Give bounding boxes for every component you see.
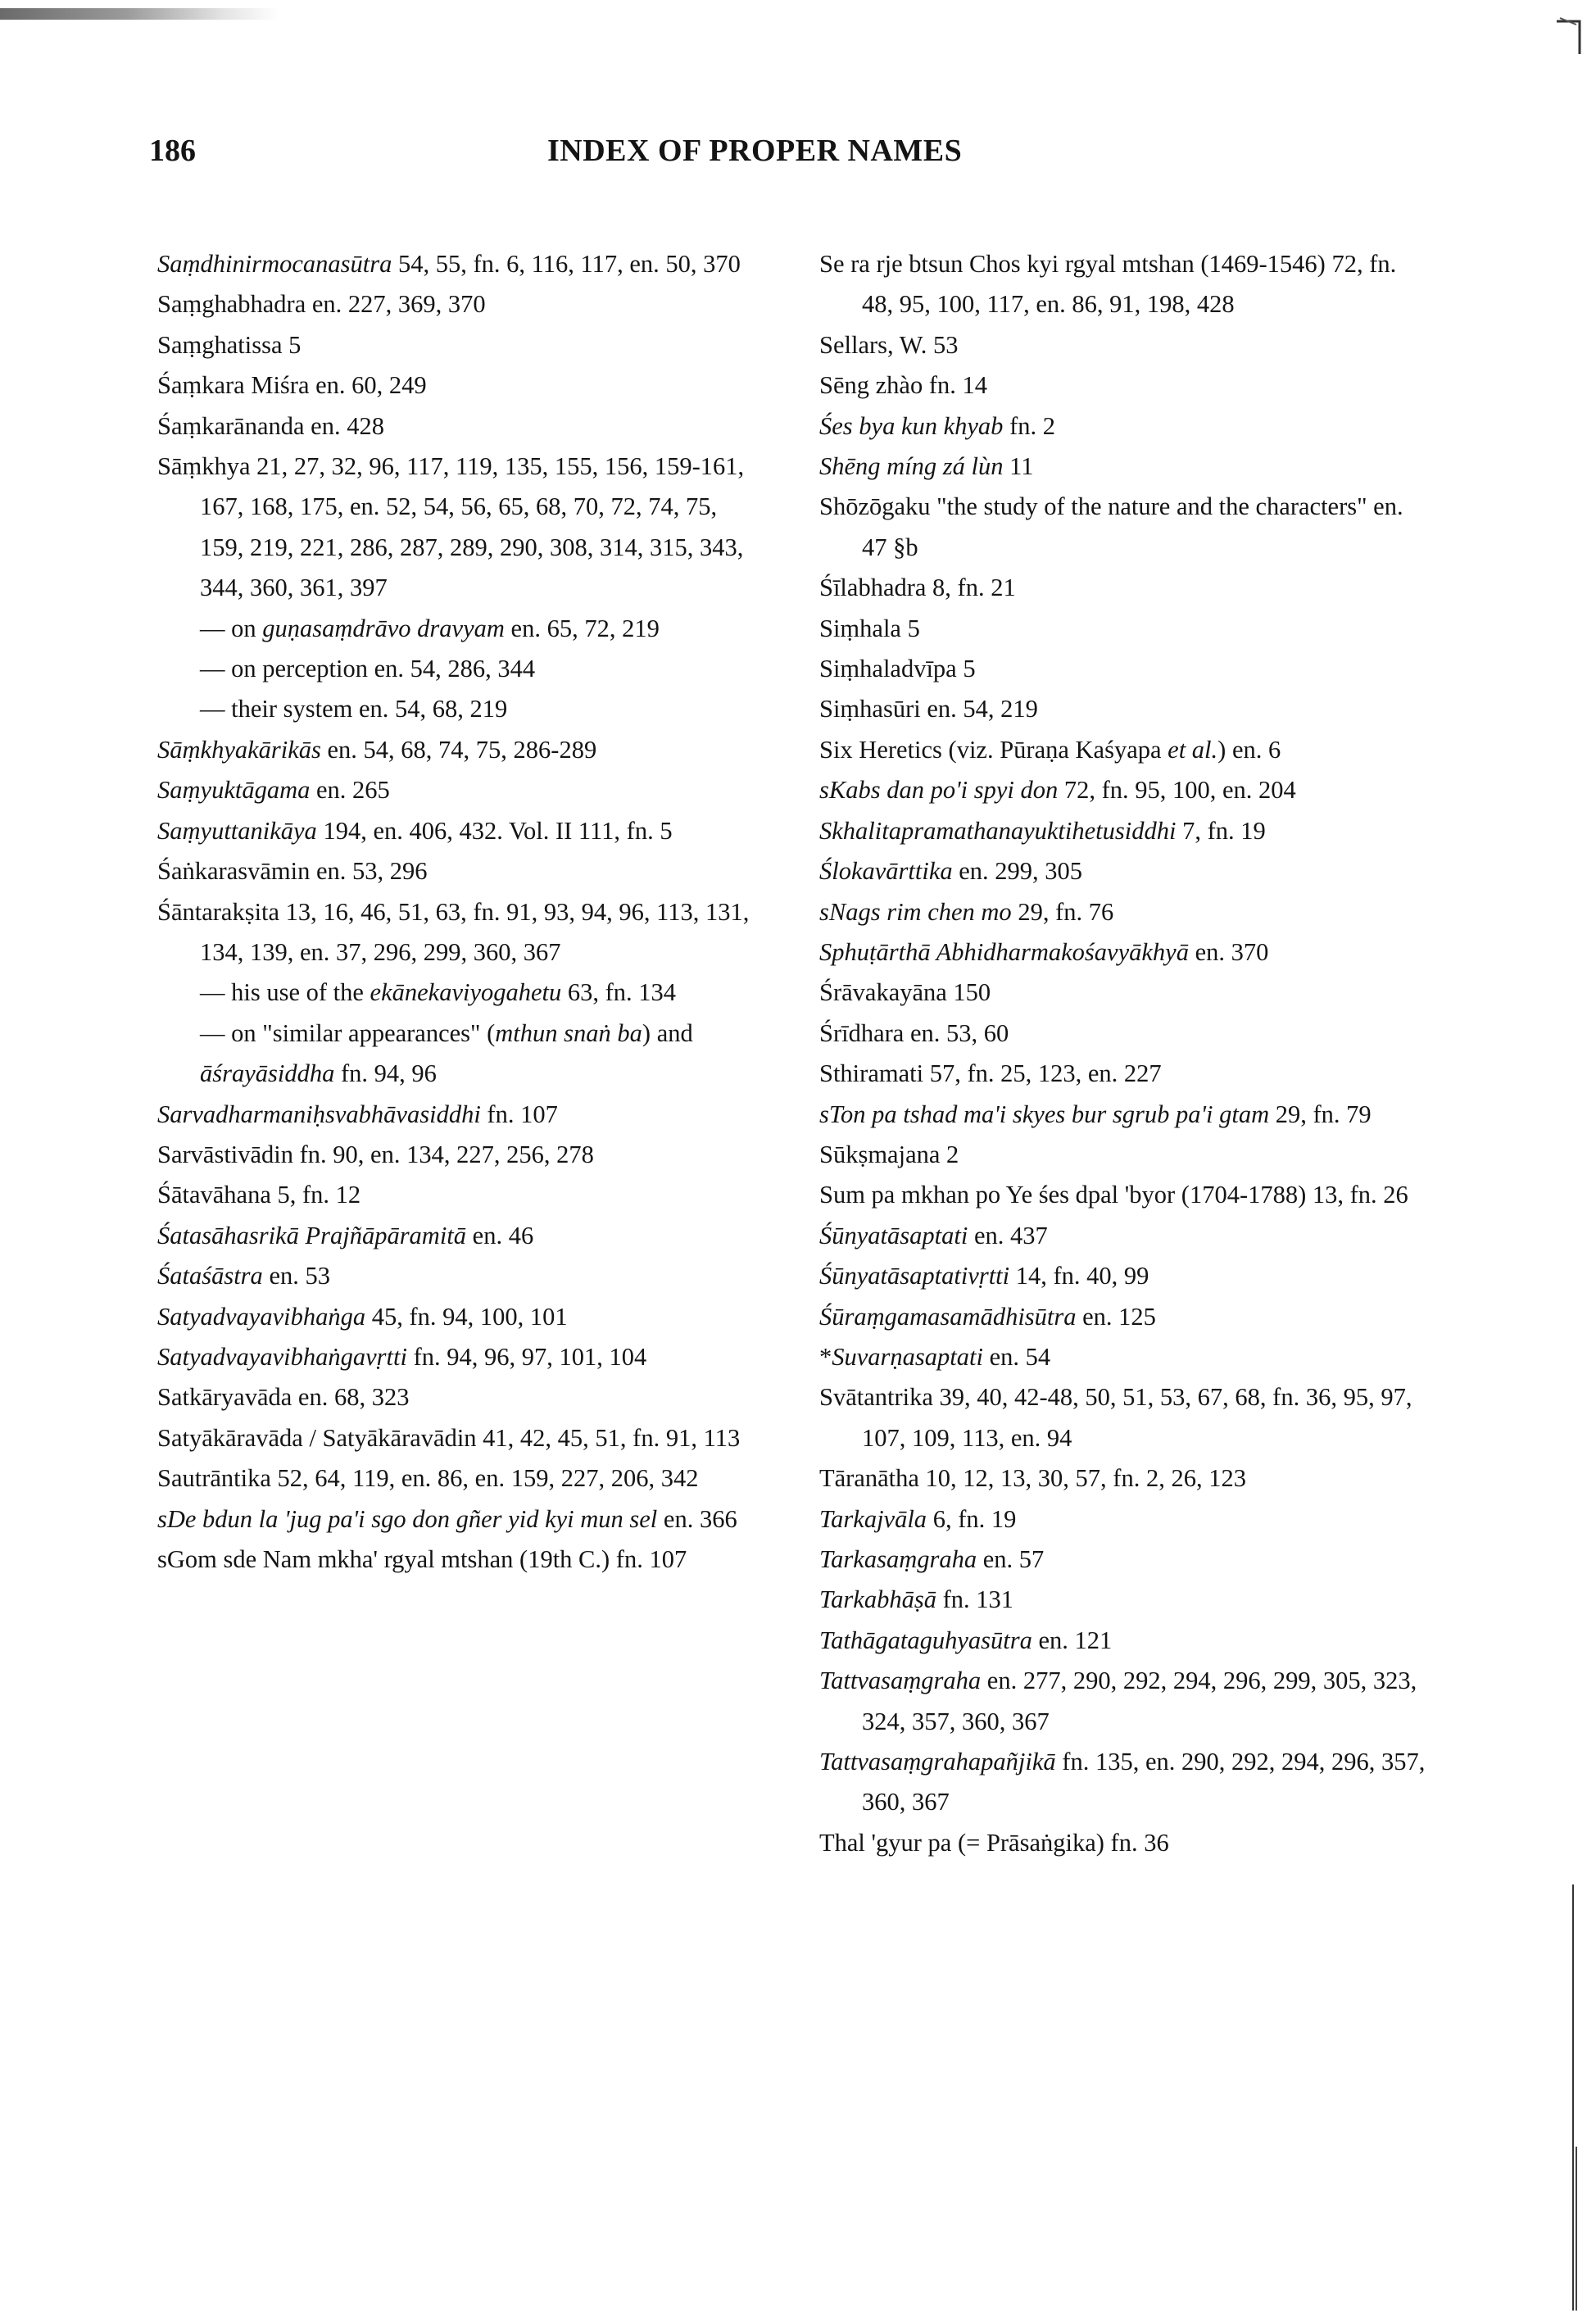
- index-entry: [819, 1377, 1426, 1458]
- index-entry: [819, 325, 1426, 365]
- entry-text: Śātavāhana 5, fn. 12: [157, 1181, 361, 1209]
- index-column-left: [157, 244, 752, 1580]
- entry-text: Siṃhaladvīpa 5: [819, 655, 976, 683]
- entry-text: 29, fn. 79: [1269, 1100, 1372, 1128]
- entry-text: en. 125: [1076, 1302, 1156, 1331]
- index-entry: [157, 1135, 752, 1175]
- index-entry: [819, 447, 1426, 487]
- index-column-right: [819, 244, 1426, 1863]
- entry-title-italic: et al.: [1168, 735, 1218, 764]
- index-entry: [157, 447, 752, 609]
- entry-text: en. 299, 305: [952, 857, 1083, 886]
- entry-text: Śīlabhadra 8, fn. 21: [819, 574, 1016, 602]
- index-entry: [157, 284, 752, 324]
- index-entry: [819, 1014, 1426, 1054]
- index-entry: [157, 1256, 752, 1296]
- entry-text: Śrīdhara en. 53, 60: [819, 1018, 1009, 1047]
- index-entry: [157, 1297, 752, 1337]
- entry-text: Siṃhasūri en. 54, 219: [819, 695, 1038, 723]
- index-entry: [157, 1377, 752, 1417]
- index-entry: [157, 1499, 752, 1540]
- entry-title-italic: Shēng míng zá lùn: [819, 452, 1004, 481]
- index-subentry: [157, 973, 752, 1013]
- entry-text: — on "similar appearances" (: [200, 1018, 496, 1047]
- index-entry: [819, 1499, 1426, 1540]
- index-entry: [157, 365, 752, 406]
- entry-text: 72, fn. 95, 100, en. 204: [1058, 776, 1296, 805]
- index-entry: [157, 244, 752, 284]
- entry-title-italic: Tarkasaṃgraha: [819, 1545, 977, 1573]
- entry-title-italic: ekānekaviyogahetu: [370, 978, 562, 1007]
- entry-title-italic: Saṃdhinirmocanasūtra: [157, 250, 392, 278]
- entry-text: en. 65, 72, 219: [504, 614, 660, 642]
- entry-text: 63, fn. 134: [561, 978, 677, 1007]
- entry-title-italic: Ślokavārttika: [819, 857, 953, 886]
- entry-text: Śāntarakṣita 13, 16, 46, 51, 63, fn. 91, 93, 94, 96, 113, 131, 134, 139, en. 37, 296, 299, 360, 367: [157, 897, 750, 966]
- index-entry: [819, 406, 1426, 447]
- entry-text: en. 53: [262, 1262, 330, 1290]
- entry-title-italic: āśrayāsiddha: [200, 1059, 335, 1088]
- entry-title-italic: Tarkabhāṣā: [819, 1585, 936, 1614]
- index-entry: [157, 851, 752, 891]
- index-entry: [157, 1095, 752, 1135]
- index-entry: [819, 770, 1426, 810]
- entry-text: en. 46: [466, 1221, 534, 1249]
- entry-text: en. 54: [982, 1342, 1051, 1371]
- entry-text: Thal 'gyur pa (= Prāsaṅgika) fn. 36: [819, 1828, 1169, 1857]
- index-entry: [157, 1216, 752, 1256]
- index-entry: [157, 892, 752, 973]
- entry-text: Sāṃkhya 21, 27, 32, 96, 117, 119, 135, 155, 156, 159-161, 167, 168, 175, en. 52, 54, 56, 65, 68, 70, 72, 74, 75, 159, 219, 221, 286, 287, 289, 290, 308, 314, 315, 343, 344, 360, 361, 397: [157, 452, 745, 602]
- entry-title-italic: Skhalitapramathanayuktihetusiddhi: [819, 816, 1177, 845]
- entry-text: Tāranātha 10, 12, 13, 30, 57, fn. 2, 26, 123: [819, 1464, 1246, 1493]
- entry-text: Svātantrika 39, 40, 42-48, 50, 51, 53, 67, 68, fn. 36, 95, 97, 107, 109, 113, en. 94: [819, 1383, 1412, 1452]
- entry-text: — on: [200, 614, 263, 642]
- entry-title-italic: Tathāgataguhyasūtra: [819, 1626, 1032, 1654]
- index-entry: [819, 609, 1426, 649]
- entry-text: Sautrāntika 52, 64, 119, en. 86, en. 159, 227, 206, 342: [157, 1464, 699, 1493]
- index-entry: [819, 1095, 1426, 1135]
- index-entry: [157, 1540, 752, 1580]
- entry-text: sGom sde Nam mkha' rgyal mtshan (19th C.) fn. 107: [157, 1545, 687, 1573]
- entry-text: Sēng zhào fn. 14: [819, 371, 987, 400]
- entry-text: 11: [1003, 452, 1034, 481]
- entry-title-italic: sKabs dan po'i spyi don: [819, 776, 1059, 805]
- entry-text: en. 121: [1032, 1626, 1113, 1654]
- index-entry: [819, 1742, 1426, 1823]
- entry-text: en. 366: [657, 1504, 737, 1533]
- index-entry: [819, 1580, 1426, 1620]
- entry-title-italic: Śūnyatāsaptati: [819, 1221, 968, 1249]
- index-subentry: [157, 649, 752, 689]
- entry-text: Śaṅkarasvāmin en. 53, 296: [157, 857, 428, 886]
- index-entry: [157, 1418, 752, 1458]
- entry-title-italic: Tattvasaṃgrahapañjikā: [819, 1748, 1056, 1776]
- index-entry: [819, 365, 1426, 406]
- index-entry: [157, 1175, 752, 1215]
- page-number: 186: [149, 134, 196, 168]
- entry-title-italic: sNags rim chen mo: [819, 897, 1012, 926]
- entry-text: ) en. 6: [1217, 735, 1281, 764]
- entry-text: en. 437: [968, 1221, 1048, 1249]
- running-title: INDEX OF PROPER NAMES: [547, 134, 963, 168]
- entry-text: en. 57: [977, 1545, 1045, 1573]
- entry-title-italic: sTon pa tshad ma'i skyes bur sgrub pa'i gtam: [819, 1100, 1270, 1128]
- entry-text: Satyākāravāda / Satyākāravādin 41, 42, 45, 51, fn. 91, 113: [157, 1423, 741, 1452]
- entry-text: — their system en. 54, 68, 219: [200, 695, 508, 723]
- entry-title-italic: sDe bdun la 'jug pa'i sgo don gñer yid kyi mun sel: [157, 1504, 658, 1533]
- index-entry: [819, 1621, 1426, 1661]
- entry-text: Sum pa mkhan po Ye śes dpal 'byor (1704-1788) 13, fn. 26: [819, 1181, 1408, 1209]
- index-entry: [819, 851, 1426, 891]
- scan-artifact-edge: [1570, 1884, 1578, 2311]
- index-entry: [819, 1661, 1426, 1742]
- index-entry: [819, 244, 1426, 325]
- entry-text: 45, fn. 94, 100, 101: [365, 1302, 568, 1331]
- index-subentry: [157, 609, 752, 649]
- entry-text: fn. 107: [480, 1100, 558, 1128]
- index-entry: [157, 325, 752, 365]
- entry-text: 29, fn. 76: [1011, 897, 1114, 926]
- entry-text: 7, fn. 19: [1176, 816, 1266, 845]
- index-entry: [819, 1135, 1426, 1175]
- index-entry: [157, 811, 752, 851]
- entry-text: Sellars, W. 53: [819, 330, 959, 359]
- index-entry: [819, 892, 1426, 932]
- entry-title-italic: Śūraṃgamasamādhisūtra: [819, 1302, 1077, 1331]
- entry-text: Śrāvakayāna 150: [819, 978, 991, 1007]
- entry-text: fn. 135, en. 290, 292, 294, 296, 357, 360, 367: [862, 1748, 1426, 1816]
- page-header: [0, 133, 1596, 174]
- index-entry: [819, 649, 1426, 689]
- entry-title-italic: Saṃyuttanikāya: [157, 816, 317, 845]
- entry-text: Sthiramati 57, fn. 25, 123, en. 227: [819, 1059, 1162, 1088]
- index-entry: [819, 1256, 1426, 1296]
- index-entry: [819, 1175, 1426, 1215]
- entry-text: en. 265: [310, 776, 390, 805]
- entry-text: fn. 131: [936, 1585, 1013, 1614]
- entry-title-italic: Satyadvayavibhaṅgavṛtti: [157, 1342, 407, 1371]
- entry-text: 194, en. 406, 432. Vol. II 111, fn. 5: [316, 816, 673, 845]
- entry-text: 14, fn. 40, 99: [1009, 1262, 1149, 1290]
- entry-text: Śaṃkara Miśra en. 60, 249: [157, 371, 427, 400]
- index-entry: [819, 1297, 1426, 1337]
- entry-text: Six Heretics (viz. Pūraṇa Kaśyapa: [819, 735, 1168, 764]
- entry-title-italic: Sāṃkhyakārikās: [157, 735, 321, 764]
- entry-text: fn. 94, 96, 97, 101, 104: [406, 1342, 647, 1371]
- entry-text: 54, 55, fn. 6, 116, 117, en. 50, 370: [392, 250, 741, 278]
- entry-title-italic: Sphuṭārthā Abhidharmakośavyākhyā: [819, 937, 1189, 966]
- entry-title-italic: Śūnyatāsaptativṛtti: [819, 1262, 1010, 1290]
- entry-text: en. 370: [1188, 937, 1269, 966]
- entry-title-italic: Suvarṇasaptati: [832, 1342, 983, 1371]
- entry-title-italic: guṇasaṃdrāvo dravyam: [262, 614, 505, 642]
- entry-title-italic: Satyadvayavibhaṅga: [157, 1302, 366, 1331]
- entry-title-italic: mthun snaṅ ba: [495, 1018, 642, 1047]
- scan-artifact-corner: [1555, 15, 1588, 56]
- entry-title-italic: Tarkajvāla: [819, 1504, 927, 1533]
- index-entry: [157, 1458, 752, 1499]
- index-entry: [819, 1458, 1426, 1499]
- index-entry: [819, 1540, 1426, 1580]
- index-entry: [819, 932, 1426, 973]
- entry-text: *: [819, 1342, 832, 1371]
- index-entry: [819, 1054, 1426, 1094]
- index-entry: [819, 1823, 1426, 1863]
- index-entry: [819, 973, 1426, 1013]
- index-entry: [819, 730, 1426, 770]
- index-entry: [157, 1337, 752, 1377]
- index-subentry: [157, 1014, 752, 1095]
- entry-title-italic: Śes bya kun khyab: [819, 411, 1004, 440]
- entry-text: Siṃhala 5: [819, 614, 920, 642]
- entry-text: Sarvāstivādin fn. 90, en. 134, 227, 256, 278: [157, 1140, 594, 1168]
- index-entry: [157, 406, 752, 447]
- entry-text: Satkāryavāda en. 68, 323: [157, 1383, 410, 1412]
- entry-text: Śaṃkarānanda en. 428: [157, 411, 384, 440]
- entry-title-italic: Śatasāhasrikā Prajñāpāramitā: [157, 1221, 467, 1249]
- entry-title-italic: Tattvasaṃgraha: [819, 1667, 982, 1695]
- entry-text: en. 277, 290, 292, 294, 296, 299, 305, 323, 324, 357, 360, 367: [862, 1667, 1417, 1735]
- index-entry: [157, 770, 752, 810]
- entry-text: Se ra rje btsun Chos kyi rgyal mtshan (1469-1546) 72, fn. 48, 95, 100, 117, en. 86, 91, 198, 428: [819, 250, 1397, 319]
- index-entry: [819, 689, 1426, 729]
- entry-text: fn. 2: [1003, 411, 1055, 440]
- index-entry: [819, 1337, 1426, 1377]
- entry-text: en. 54, 68, 74, 75, 286-289: [320, 735, 597, 764]
- index-entry: [157, 730, 752, 770]
- entry-title-italic: Sarvadharmaniḥsvabhāvasiddhi: [157, 1100, 481, 1128]
- entry-text: ) and: [642, 1018, 693, 1047]
- entry-text: fn. 94, 96: [334, 1059, 437, 1088]
- entry-title-italic: Śataśāstra: [157, 1262, 263, 1290]
- entry-text: Shōzōgaku "the study of the nature and the characters" en. 47 §b: [819, 492, 1403, 561]
- entry-text: Saṃghatissa 5: [157, 330, 302, 359]
- entry-text: — his use of the: [200, 978, 370, 1007]
- entry-title-italic: Saṃyuktāgama: [157, 776, 311, 805]
- entry-text: 6, fn. 19: [927, 1504, 1017, 1533]
- index-entry: [819, 811, 1426, 851]
- entry-text: Sūkṣmajana 2: [819, 1140, 959, 1168]
- index-entry: [819, 1216, 1426, 1256]
- scan-artifact-top: [0, 8, 279, 20]
- index-entry: [819, 568, 1426, 608]
- entry-text: — on perception en. 54, 286, 344: [200, 655, 536, 683]
- index-subentry: [157, 689, 752, 729]
- entry-text: Saṃghabhadra en. 227, 369, 370: [157, 290, 486, 319]
- index-entry: [819, 487, 1426, 568]
